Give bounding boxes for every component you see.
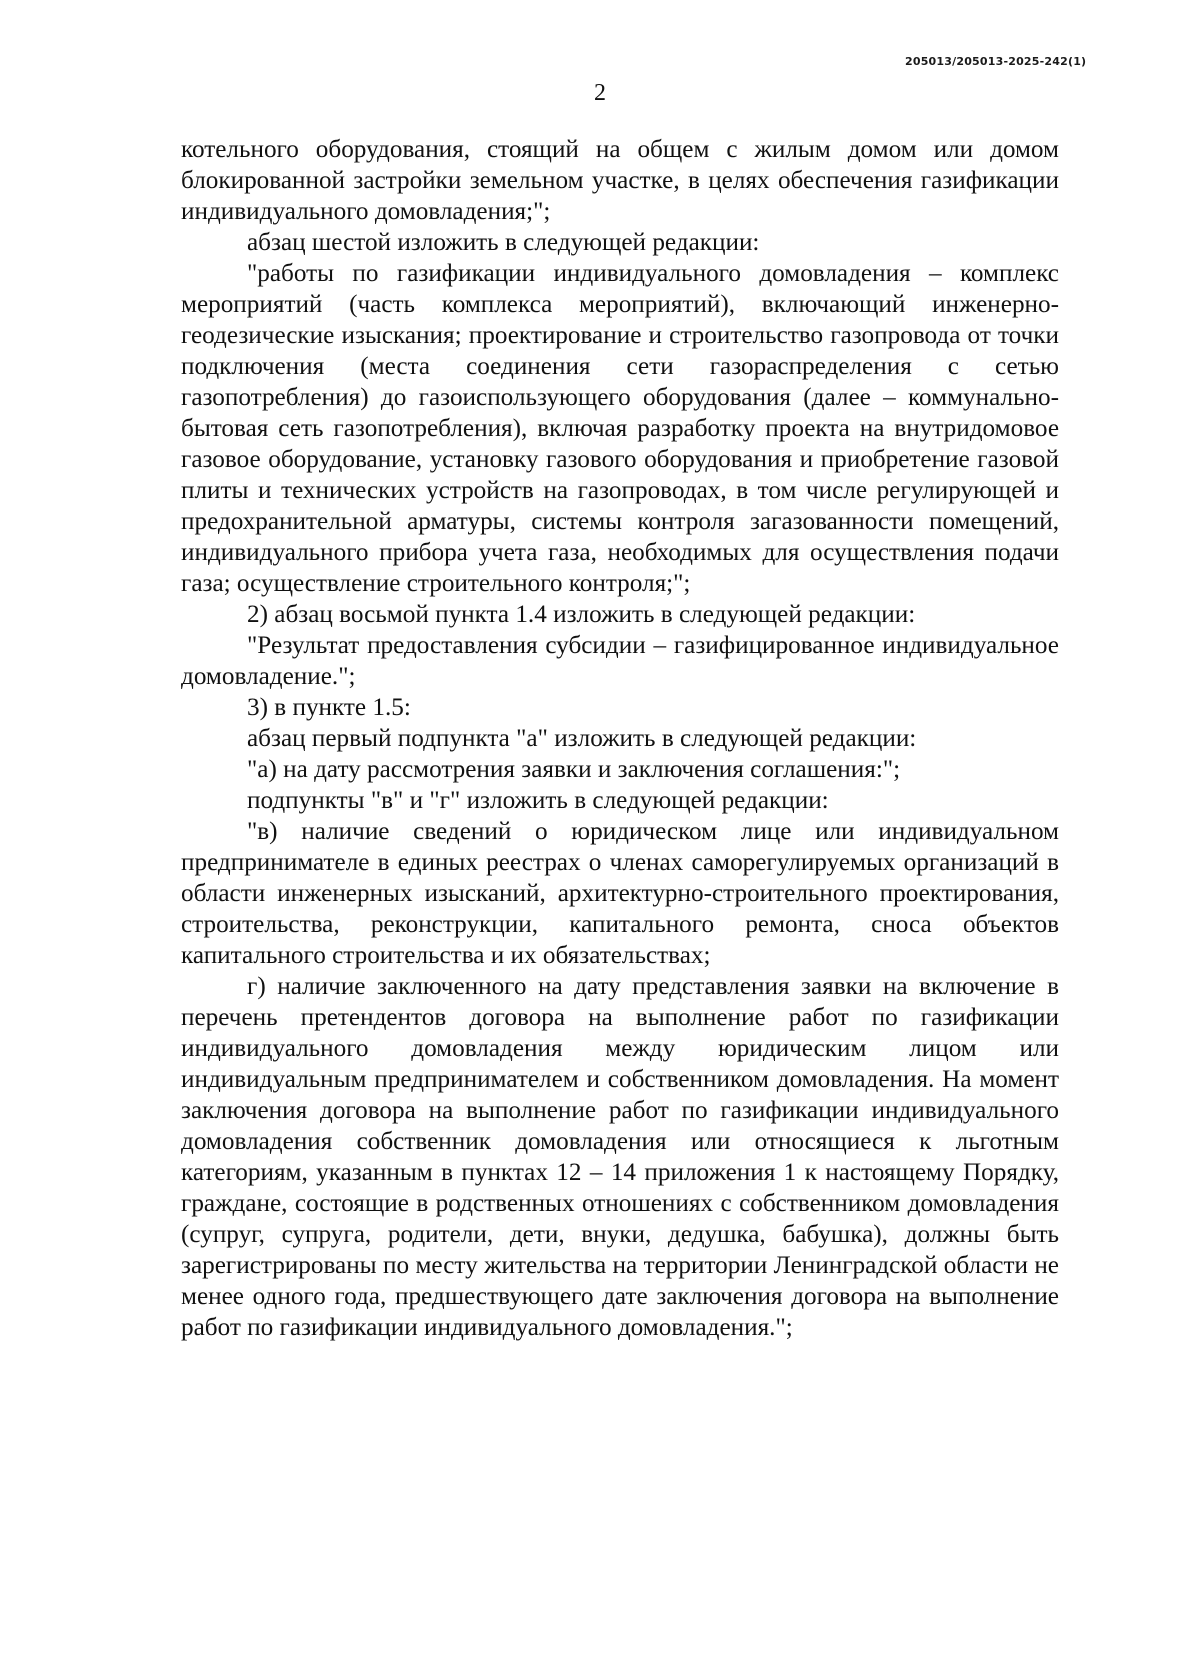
paragraph: "работы по газификации индивидуального домовладения – комплекс мероприятий (часть комплекса мероприятий), включающий инженерно-геодезические изыскания; проектирование и строительство газопровода от точки подключения (места соединения сети газораспределения с сетью газопотребления) до газоиспользующего оборудования (далее – коммунально-бытовая сеть газопотребления), включая разработку проекта на внутридомовое газовое оборудование, установку газового оборудования и приобретение газовой плиты и технических устройств на газопроводах, в том числе регулирующей и предохранительной арматуры, системы контроля загазованности помещений, индивидуального прибора учета газа, необходимых для осуществления подачи газа; осуществление строительного контроля;"; xyxy=(181,260,1059,597)
paragraph: котельного оборудования, стоящий на общем с жилым домом или домом блокированной застройки земельном участке, в целях обеспечения газификации индивидуального домовладения;"; xyxy=(181,136,1059,225)
paragraph: абзац первый подпункта "а" изложить в следующей редакции: xyxy=(247,725,917,752)
document-body xyxy=(181,134,1059,1343)
paragraph: "Результат предоставления субсидии – газифицированное индивидуальное домовладение."; xyxy=(181,632,1059,690)
paragraph: абзац шестой изложить в следующей редакции: xyxy=(247,229,760,256)
document-id: 205013/205013-2025-242(1) xyxy=(905,55,1087,68)
paragraph: "а) на дату рассмотрения заявки и заключения соглашения:"; xyxy=(247,756,901,783)
paragraph: "в) наличие сведений о юридическом лице или индивидуальном предпринимателе в единых реестрах о членах саморегулируемых организаций в области инженерных изысканий, архитектурно-строительного проектирования, строительства, реконструкции, капитального ремонта, сноса объектов капитального строительства и их обязательствах; xyxy=(181,818,1059,969)
page-number: 2 xyxy=(594,80,606,106)
paragraph: 2) абзац восьмой пункта 1.4 изложить в следующей редакции: xyxy=(247,601,916,628)
paragraph: 3) в пункте 1.5: xyxy=(247,694,411,721)
paragraph: подпункты "в" и "г" изложить в следующей редакции: xyxy=(247,787,829,814)
paragraph: г) наличие заключенного на дату представления заявки на включение в перечень претендентов договора на выполнение работ по газификации индивидуального домовладения между юридическим лицом или индивидуальным предпринимателем и собственником домовладения. На момент заключения договора на выполнение работ по газификации индивидуального домовладения собственник домовладения или относящиеся к льготным категориям, указанным в пунктах 12 – 14 приложения 1 к настоящему Порядку, граждане, состоящие в родственных отношениях с собственником домовладения (супруг, супруга, родители, дети, внуки, дедушка, бабушка), должны быть зарегистрированы по месту жительства на территории Ленинградской области не менее одного года, предшествующего дате заключения договора на выполнение работ по газификации индивидуального домовладения."; xyxy=(181,973,1059,1341)
